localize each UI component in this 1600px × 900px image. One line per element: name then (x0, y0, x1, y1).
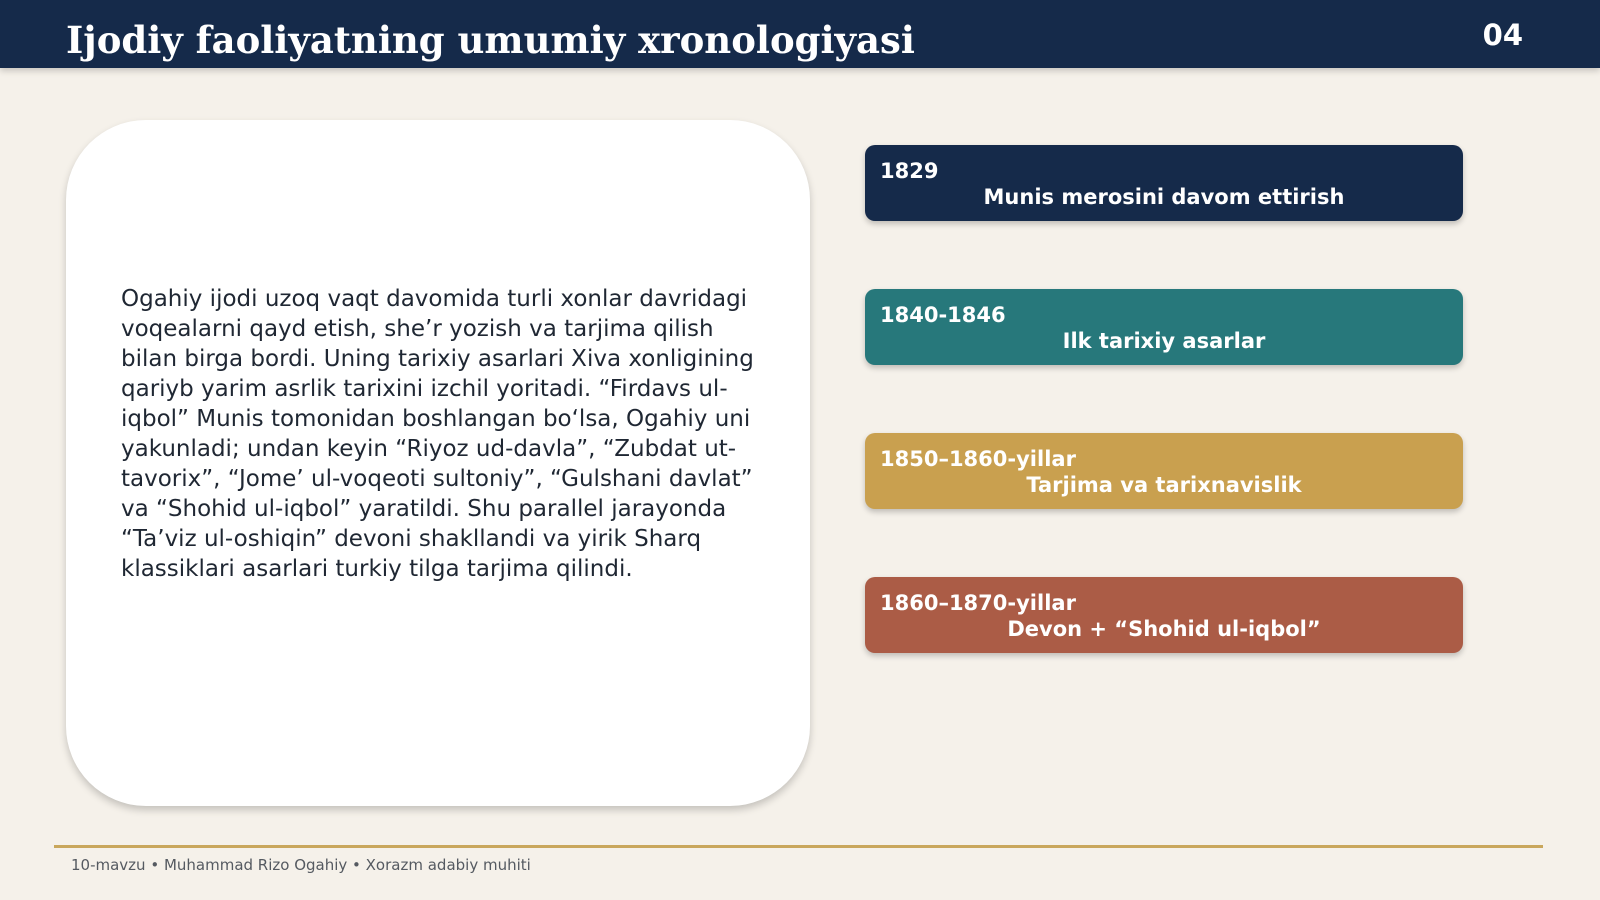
timeline-year: 1860–1870-yillar (880, 591, 1076, 615)
timeline-item-1840-1846 (865, 289, 1463, 365)
description-card (66, 120, 810, 806)
timeline-year: 1829 (880, 159, 939, 183)
timeline-label: Tarjima va tarixnavislik (1026, 473, 1302, 497)
description-text: Ogahiy ijodi uzoq vaqt davomida turli xonlar davridagi voqealarni qayd etish, she’r yozish va tarjima qilish bilan birga bordi. Uning tarixiy asarlari Xiva xonligining qariyb yarim asrlik tarixini izchil yoritadi. “Firdavs ul-iqbol” Munis tomonidan boshlangan bo‘lsa, Ogahiy uni yakunladi; undan keyin “Riyoz ud-davla”, “Zubdat ut-tavorix”, “Jome’ ul-voqeoti sultoniy”, “Gulshani davlat” va “Shohid ul-iqbol” yaratildi. Shu parallel jarayonda “Ta’viz ul-oshiqin” devoni shakllandi va yirik Sharq klassiklari asarlari turkiy tilga tarjima qilindi. (121, 286, 754, 582)
timeline-label: Devon + “Shohid ul-iqbol” (1007, 617, 1321, 641)
slide-title: Ijodiy faoliyatning umumiy xronologiyasi (66, 18, 915, 62)
timeline-year: 1840-1846 (880, 303, 1006, 327)
timeline-label: Munis merosini davom ettirish (983, 185, 1345, 209)
header-bar (0, 0, 1600, 68)
timeline-item-1829 (865, 145, 1463, 221)
slide-number: 04 (1482, 18, 1523, 52)
footer-text: 10-mavzu • Muhammad Rizo Ogahiy • Xorazm adabiy muhiti (71, 856, 531, 874)
timeline-item-1860-1870 (865, 577, 1463, 653)
timeline-label: Ilk tarixiy asarlar (1062, 329, 1266, 353)
timeline-year: 1850–1860-yillar (880, 447, 1076, 471)
footer-divider (54, 845, 1543, 848)
timeline-item-1850-1860 (865, 433, 1463, 509)
